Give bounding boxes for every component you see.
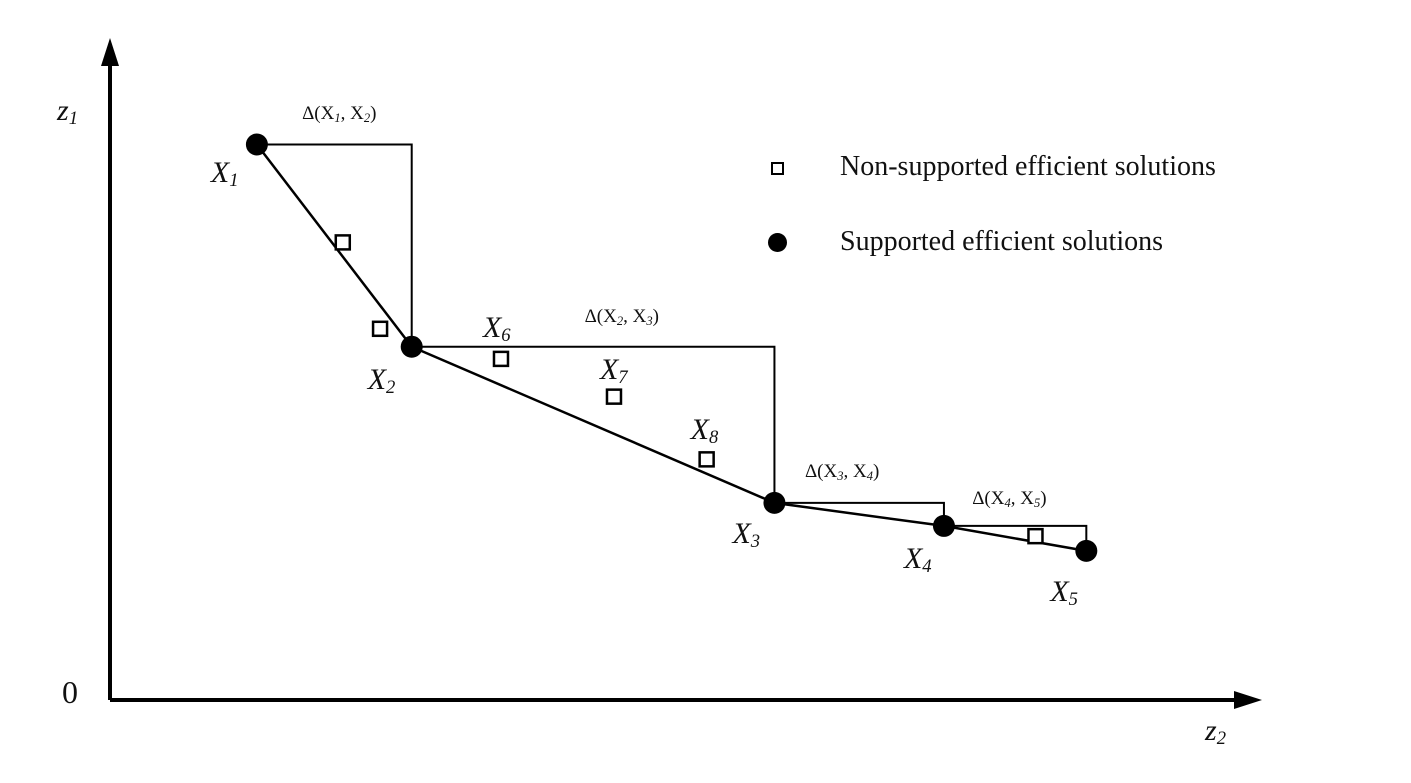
legend-marker-non-supported-icon (771, 162, 784, 175)
point-marker-n1[interactable] (336, 235, 350, 249)
x-axis-arrowhead (1234, 691, 1262, 709)
legend-label-supported: Supported efficient solutions (840, 226, 1163, 257)
point-label-X2: $X_2$ (367, 362, 396, 398)
point-label-X3: $X_3$ (732, 516, 761, 552)
x-axis-label: $z_2$ (1205, 714, 1226, 750)
delta-label-d12: $\Delta(X_1$, $X_2$) (302, 103, 377, 126)
origin-label: 0 (62, 674, 78, 710)
point-marker-n3[interactable] (1028, 529, 1042, 543)
point-marker-X7[interactable] (607, 390, 621, 404)
legend-label-non-supported: Non-supported efficient solutions (840, 151, 1216, 182)
axes (101, 38, 1262, 709)
point-label-X7: $X_7$ (599, 352, 628, 388)
y-axis-label: $z_1$ (57, 94, 78, 130)
point-marker-X5[interactable] (1075, 540, 1097, 562)
plot-geometry (246, 133, 1097, 561)
point-marker-X6[interactable] (494, 352, 508, 366)
delta-label-d23: $\Delta(X_2$, $X_3$) (584, 306, 659, 329)
point-marker-X4[interactable] (933, 515, 955, 537)
point-marker-X1[interactable] (246, 133, 268, 155)
legend-marker-supported-icon (768, 233, 787, 252)
point-marker-X3[interactable] (763, 492, 785, 514)
point-label-X6: $X_6$ (482, 310, 511, 346)
point-marker-n2[interactable] (373, 322, 387, 336)
point-label-X4: $X_4$ (903, 541, 932, 577)
point-label-X5: $X_5$ (1050, 574, 1078, 610)
point-label-X1: $X_1$ (210, 156, 239, 192)
delta-label-d34: $\Delta(X_3$, $X_4$) (804, 461, 880, 483)
point-marker-X2[interactable] (401, 336, 423, 358)
point-marker-X8[interactable] (700, 452, 714, 466)
point-label-X8: $X_8$ (690, 413, 719, 449)
y-axis-arrowhead (101, 38, 119, 66)
delta-label-d45: $\Delta(X_4$, $X_5$) (972, 488, 1047, 510)
